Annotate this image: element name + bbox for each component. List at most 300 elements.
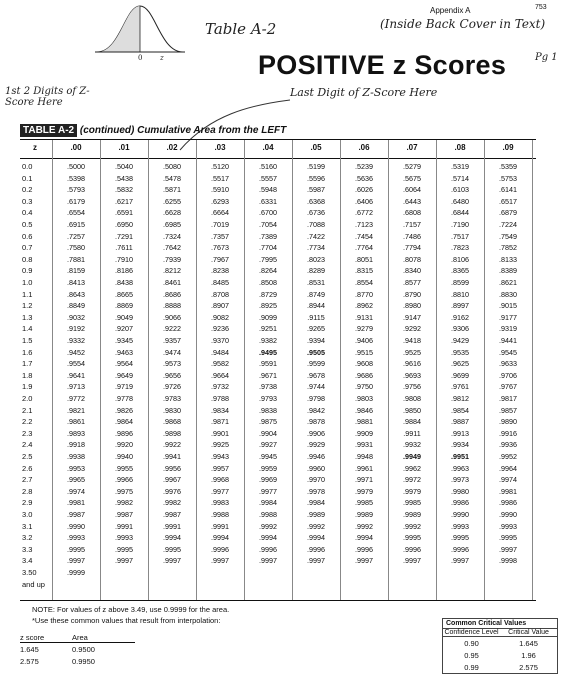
area-cell: .7389 [259,231,277,241]
handwritten-table-label: Table A-2 [205,20,277,38]
z-value: 0.6 [22,231,33,241]
handwritten-inside-cover: (Inside Back Cover in Text) [380,17,546,31]
column-header: .07 [406,143,418,152]
area-cell: .9838 [259,405,277,415]
area-cell: .9996 [307,544,325,554]
area-cell: .9641 [67,370,85,380]
area-cell: .5793 [67,185,85,195]
area-cell: .9871 [211,417,229,427]
area-cell: .7939 [163,254,181,264]
area-cell: .9772 [67,394,85,403]
area-cell: .9535 [451,347,469,357]
area-cell: .9032 [67,312,85,322]
confidence-level-header: Confidence Level [444,629,499,636]
area-cell: .9131 [355,312,373,322]
handwritten-pg-label: Pg 1 [535,52,558,63]
table-row [20,556,536,568]
area-cell: .7088 [307,220,325,229]
area-cell: .9922 [163,440,181,450]
area-cell: .9913 [451,428,469,438]
area-cell: .9821 [67,405,85,415]
area-cell: .9893 [67,428,85,438]
area-cell: .7995 [259,254,277,264]
z-value: 3.1 [22,521,33,531]
z-value: 0.2 [22,185,33,195]
area-cell: .8907 [211,301,229,311]
area-cell: .7291 [115,231,133,241]
area-cell: .7123 [355,220,373,229]
area-cell: .9649 [115,370,133,380]
z-score-table [20,139,536,601]
area-cell: .8264 [259,266,277,276]
area-cell: .6950 [115,220,133,229]
area-cell: .8944 [307,301,325,311]
area-cell: .9761 [451,382,469,392]
critical-values-title: Common Critical Values [443,619,557,629]
area-cell: .9732 [211,382,229,392]
area-cell: .9463 [115,347,133,357]
z-value: 3.0 [22,510,33,519]
area-cell: .9989 [403,510,421,519]
z-value: 3.4 [22,556,33,566]
area-cell: .9992 [307,521,325,531]
area-cell: .9357 [163,336,181,345]
area-cell: .9177 [499,312,517,322]
area-cell: .9995 [403,533,421,543]
table-row [20,336,536,348]
table-row [20,220,536,232]
area-cell: .7224 [499,220,517,229]
area-cell: .9995 [451,533,469,543]
table-row [20,290,536,302]
area-cell: .6554 [67,208,85,218]
area-cell: .9830 [163,405,181,415]
table-row [20,174,536,186]
area-cell: .6772 [355,208,373,218]
area-cell: .9441 [499,336,517,345]
column-header: .05 [310,143,322,152]
area-cell: .9495 [259,347,277,357]
note-interpolation: *Use these common values that result from interpolation: [32,616,221,625]
area-cell: .8790 [403,289,421,299]
area-cell: .9332 [67,336,85,345]
area-cell: .6179 [67,196,85,206]
area-cell: .9904 [259,428,277,438]
column-header: .00 [70,143,82,152]
area-cell: .9978 [307,486,325,496]
area-cell: .5753 [499,173,517,183]
area-cell: .9990 [67,521,85,531]
area-cell: .9826 [115,405,133,415]
area-cell: .5040 [115,162,133,171]
z-value: 1.0 [22,278,33,287]
z-value: 0.5 [22,220,33,229]
area-cell: .9968 [211,475,229,485]
area-cell: .9989 [355,510,373,519]
area-cell: .7454 [355,231,373,241]
column-header: .04 [262,143,274,152]
interp-z-header: z score [20,633,45,642]
table-row [20,232,536,244]
table-row [20,452,536,464]
area-cell: .8888 [163,301,181,311]
area-cell: .8665 [115,289,133,299]
table-row [20,266,536,278]
area-cell: .9995 [115,544,133,554]
area-cell: .9082 [211,312,229,322]
area-cell: .9969 [259,475,277,485]
area-cell: .6480 [451,196,469,206]
area-cell: .9982 [163,498,181,508]
area-cell: .9934 [451,440,469,450]
area-cell: .9990 [451,510,469,519]
area-cell: .5359 [499,162,517,171]
area-cell: .7704 [259,243,277,253]
area-cell: .7823 [451,243,469,253]
area-cell: .9162 [451,312,469,322]
area-cell: .9997 [67,556,85,566]
area-cell: .6736 [307,208,325,218]
area-cell: .9864 [115,417,133,427]
z-value: 1.5 [22,336,33,345]
area-cell: .9911 [403,428,421,438]
area-cell: .9997 [115,556,133,566]
area-cell: .9857 [499,405,517,415]
z-value: 1.7 [22,359,33,369]
area-cell: .9964 [499,463,517,473]
area-cell: .9979 [355,486,373,496]
area-cell: .9236 [211,324,229,334]
area-cell: .9452 [67,347,85,357]
area-cell: .6985 [163,220,181,229]
table-row [20,510,536,522]
area-cell: .5120 [211,162,229,171]
area-cell: .9960 [307,463,325,473]
area-cell: .9842 [307,405,325,415]
area-cell: .9878 [307,417,325,427]
table-row [443,649,557,661]
area-cell: .6331 [259,196,277,206]
table-row [20,255,536,267]
table-row [20,162,536,174]
area-cell: .9940 [115,452,133,461]
area-cell: .9972 [403,475,421,485]
area-cell: .9956 [163,463,181,473]
area-cell: .8106 [451,254,469,264]
z-column-header: z [33,143,37,152]
column-header: .02 [166,143,178,152]
area-cell: .7257 [67,231,85,241]
area-cell: .5517 [211,173,229,183]
area-cell: .7549 [499,231,517,241]
z-value: 2.8 [22,486,33,496]
area-cell: .6255 [163,196,181,206]
area-cell: .9966 [115,475,133,485]
area-cell: .9783 [163,394,181,403]
critical-value-header: Critical Value [508,629,549,636]
area-cell: .9987 [163,510,181,519]
area-cell: .9997 [499,544,517,554]
area-cell: .6844 [451,208,469,218]
table-row [20,243,536,255]
area-cell: .9980 [451,486,469,496]
area-cell: .9564 [115,359,133,369]
area-cell: .8078 [403,254,421,264]
table-row [20,498,536,510]
z-value: 3.2 [22,533,33,543]
area-cell: .9993 [115,533,133,543]
area-cell: .9953 [67,463,85,473]
area-cell: .5080 [163,162,181,171]
area-cell: .9993 [451,521,469,531]
area-cell: .9962 [403,463,421,473]
area-cell: .9982 [115,498,133,508]
area-cell: .9686 [355,370,373,380]
area-cell: .5279 [403,162,421,171]
area-cell: .9484 [211,347,229,357]
area-cell: .8508 [259,278,277,287]
area-cell: .5557 [259,173,277,183]
table-row [20,568,536,580]
area-cell: .5675 [403,173,421,183]
z-value: 3.3 [22,544,33,554]
area-cell: .9955 [115,463,133,473]
area-cell: .9798 [307,394,325,403]
area-cell: .9983 [211,498,229,508]
area-cell: .9066 [163,312,181,322]
area-cell: .5199 [307,162,325,171]
area-cell: .7852 [499,243,517,253]
area-cell: .5832 [115,185,133,195]
area-cell: .9988 [211,510,229,519]
table-row [20,464,536,476]
area-cell: .9925 [211,440,229,450]
area-cell: .9896 [115,428,133,438]
area-cell: .9997 [451,556,469,566]
area-cell: .8438 [115,278,133,287]
area-cell: .8461 [163,278,181,287]
area-cell: .5871 [163,185,181,195]
area-cell: .9974 [67,486,85,496]
interp-area-header: Area [72,633,88,642]
area-cell: .9985 [403,498,421,508]
area-cell: .5910 [211,185,229,195]
area-cell: .8830 [499,289,517,299]
table-row [20,580,536,592]
area-cell: .5478 [163,173,181,183]
area-cell: .9850 [403,405,421,415]
area-cell: .9943 [211,452,229,461]
area-cell: .9971 [355,475,373,485]
area-cell: .9918 [67,440,85,450]
area-cell: .9995 [67,544,85,554]
area-cell: .9554 [67,359,85,369]
area-cell: .6368 [307,196,325,206]
area-cell: .9963 [451,463,469,473]
area-cell: .9938 [67,452,85,461]
area-cell: .6103 [451,185,469,195]
area-cell: .9941 [163,452,181,461]
z-value: 0.9 [22,266,33,276]
area-cell: .9664 [211,370,229,380]
area-cell: .9251 [259,324,277,334]
area-cell: .9997 [355,556,373,566]
area-cell: .9693 [403,370,421,380]
area-cell: .9995 [499,533,517,543]
area-cell: .9887 [451,417,469,427]
area-cell: .5000 [67,162,85,171]
interp-area: 0.9950 [72,656,95,666]
area-cell: .9952 [499,452,517,461]
area-cell: .8485 [211,278,229,287]
area-cell: .9884 [403,417,421,427]
area-cell: .9927 [259,440,277,450]
area-cell: .9931 [355,440,373,450]
area-cell: .8365 [451,266,469,276]
confidence-level: 0.90 [464,638,479,648]
area-cell: .8925 [259,301,277,311]
area-cell: .6915 [67,220,85,229]
area-cell: .9984 [259,498,277,508]
area-cell: .9370 [211,336,229,345]
area-cell: .8599 [451,278,469,287]
handwritten-last-digit-note: Last Digit of Z-Score Here [290,86,438,99]
area-cell: .9015 [499,301,517,311]
area-cell: .9967 [163,475,181,485]
table-row [20,545,536,557]
area-cell: .8554 [355,278,373,287]
z-value: 0.4 [22,208,33,218]
table-row [20,278,536,290]
area-cell: .9625 [451,359,469,369]
area-cell: .7190 [451,220,469,229]
area-cell: .7517 [451,231,469,241]
area-cell: .9793 [259,394,277,403]
column-header: .01 [118,143,130,152]
table-row [20,348,536,360]
area-cell: .9767 [499,382,517,392]
z-value: 2.4 [22,440,33,450]
table-row [20,522,536,534]
area-cell: .6064 [403,185,421,195]
area-cell: .9932 [403,440,421,450]
area-cell: .6591 [115,208,133,218]
area-cell: .9292 [403,324,421,334]
area-cell: .9207 [115,324,133,334]
area-cell: .9678 [307,370,325,380]
area-cell: .7580 [67,243,85,253]
area-cell: .8159 [67,266,85,276]
area-cell: .9545 [499,347,517,357]
area-cell: .9997 [163,556,181,566]
area-cell: .9994 [355,533,373,543]
area-cell: .8186 [115,266,133,276]
area-cell: .5438 [115,173,133,183]
column-header: .08 [454,143,466,152]
z-value: 2.7 [22,475,33,485]
area-cell: .9994 [163,533,181,543]
area-cell: .9719 [115,382,133,392]
area-cell: .9901 [211,428,229,438]
area-cell: .6141 [499,185,517,195]
area-cell: .9279 [355,324,373,334]
area-cell: .9778 [115,394,133,403]
area-cell: .9573 [163,359,181,369]
area-cell: .9951 [451,452,469,461]
area-cell: .9993 [67,533,85,543]
area-cell: .6700 [259,208,277,218]
area-cell: .8849 [67,301,85,311]
area-cell: .9817 [499,394,517,403]
z-value: 2.3 [22,428,33,438]
column-header: .09 [502,143,514,152]
table-row [20,208,536,220]
area-cell: .9977 [211,486,229,496]
area-cell: .9997 [259,556,277,566]
area-cell: .5987 [307,185,325,195]
area-cell: .8389 [499,266,517,276]
critical-value: 1.645 [519,638,538,648]
area-cell: .9049 [115,312,133,322]
area-cell: .9916 [499,428,517,438]
area-cell: .9997 [403,556,421,566]
area-cell: .9505 [307,347,325,357]
z-value: 2.6 [22,463,33,473]
area-cell: .9854 [451,405,469,415]
area-cell: .9990 [499,510,517,519]
confidence-level: 0.95 [464,650,479,660]
area-cell: .7910 [115,254,133,264]
area-cell: .9920 [115,440,133,450]
area-cell: .6628 [163,208,181,218]
table-row [20,406,536,418]
area-cell: .7794 [403,243,421,253]
critical-header [443,629,557,637]
area-cell: .9525 [403,347,421,357]
area-cell: .8749 [307,289,325,299]
z-value: 0.7 [22,243,33,253]
table-row [20,643,135,655]
area-cell: .8708 [211,289,229,299]
interp-area: 0.9500 [72,644,95,654]
area-cell: .9147 [403,312,421,322]
area-cell: .9994 [259,533,277,543]
area-cell: .9115 [307,312,325,322]
area-cell: .7422 [307,231,325,241]
area-cell: .9474 [163,347,181,357]
area-cell: .9699 [451,370,469,380]
area-cell: .6293 [211,196,229,206]
interp-z: 1.645 [20,644,39,654]
curve-zero-label: 0 [138,54,143,62]
area-cell: .9406 [355,336,373,345]
area-cell: .9345 [115,336,133,345]
area-cell: .9986 [499,498,517,508]
table-row [20,197,536,209]
table-row [443,661,557,673]
z-value: 0.8 [22,254,33,264]
area-cell: .9991 [163,521,181,531]
area-cell: .7611 [115,243,133,253]
column-header: .03 [214,143,226,152]
interpolation-header [20,633,135,643]
table-row [20,417,536,429]
table-row [20,313,536,325]
z-value: 0.0 [22,162,33,171]
area-cell: .8340 [403,266,421,276]
area-cell: .8133 [499,254,517,264]
table-row [20,185,536,197]
